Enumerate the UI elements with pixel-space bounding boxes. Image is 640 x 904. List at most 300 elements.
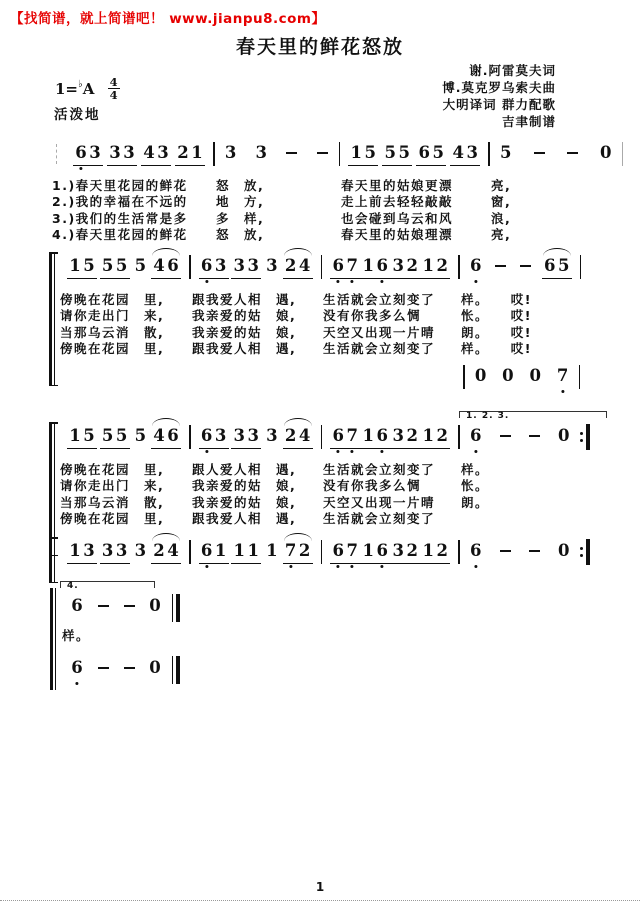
note-group bbox=[492, 256, 508, 278]
note-group bbox=[390, 541, 420, 564]
note: 3 bbox=[123, 143, 135, 162]
note: 5 bbox=[115, 256, 128, 275]
measure bbox=[323, 541, 457, 564]
note-group bbox=[151, 426, 181, 449]
lyric-segment: 窗, bbox=[491, 194, 512, 210]
barline bbox=[488, 142, 490, 166]
lyric-segment: 怅。 哎! bbox=[461, 308, 532, 324]
time-signature bbox=[108, 77, 120, 100]
lyric-segment: 4.)春天里花园的鲜花 bbox=[52, 227, 188, 243]
measure bbox=[62, 658, 170, 680]
lyric-segment: 生活就会立刻变了 bbox=[323, 341, 436, 357]
repeat-dot bbox=[580, 439, 583, 442]
page-number: 1 bbox=[315, 880, 325, 894]
note-group bbox=[132, 426, 148, 448]
note-group bbox=[360, 256, 390, 279]
note-group bbox=[147, 596, 163, 618]
note-group bbox=[253, 143, 269, 165]
dash-glyph bbox=[286, 152, 297, 154]
note: 1 bbox=[422, 541, 434, 560]
transcriber-credit: 吉聿制谱 bbox=[501, 114, 556, 129]
note-row bbox=[60, 541, 590, 565]
barline bbox=[463, 365, 465, 389]
measure bbox=[60, 426, 188, 449]
measure bbox=[461, 426, 579, 448]
dash-note bbox=[122, 596, 136, 616]
note-group bbox=[330, 256, 360, 279]
note-group bbox=[315, 143, 331, 165]
note: 5 bbox=[364, 143, 376, 162]
note: 6 bbox=[200, 426, 213, 445]
lyric-segment: 跟人爱人相 遇, bbox=[192, 462, 297, 477]
note-group bbox=[95, 596, 111, 618]
dash-glyph bbox=[520, 265, 531, 267]
note: 5 bbox=[384, 143, 396, 162]
measure bbox=[62, 596, 170, 618]
barline-thick bbox=[176, 656, 180, 684]
slur bbox=[284, 418, 312, 426]
note-group bbox=[420, 541, 450, 564]
lyric-segment: 跟我爱人相 遇, bbox=[192, 511, 297, 527]
rest-note: 0 bbox=[529, 366, 541, 385]
note-group bbox=[542, 256, 572, 279]
note: 6 bbox=[470, 426, 482, 445]
volta-label: 4. bbox=[67, 581, 79, 591]
note: 2 bbox=[284, 256, 297, 275]
note-group bbox=[132, 541, 148, 563]
bracket-serif bbox=[49, 385, 58, 387]
measure bbox=[461, 541, 579, 563]
site-watermark: 【找简谱，就上简谱吧！ www.jianpu8.com】 bbox=[10, 11, 326, 27]
note-group bbox=[468, 256, 484, 278]
barline bbox=[189, 255, 191, 279]
note-group bbox=[527, 366, 543, 388]
lyric-segment: 生活就会立刻变了 bbox=[323, 462, 436, 477]
note-group bbox=[121, 596, 137, 618]
volta-bracket bbox=[60, 581, 155, 591]
note: 1 bbox=[233, 541, 245, 560]
measure bbox=[66, 143, 212, 166]
note-group bbox=[555, 366, 571, 388]
note-group bbox=[107, 143, 137, 166]
barline-thick bbox=[586, 539, 590, 565]
note-group bbox=[264, 426, 280, 448]
note: 2 bbox=[177, 143, 189, 162]
lyric-segment: 没有你我多么惆 bbox=[323, 478, 422, 494]
system-bracket-inner bbox=[55, 588, 56, 690]
volta-bracket bbox=[459, 411, 607, 421]
repeat-dot bbox=[580, 432, 583, 435]
dash-note bbox=[96, 596, 110, 616]
note-group bbox=[500, 366, 516, 388]
barline bbox=[321, 540, 323, 564]
note: 7 bbox=[284, 541, 297, 560]
rest-note: 0 bbox=[149, 658, 161, 677]
barline bbox=[579, 365, 581, 389]
note: 2 bbox=[284, 426, 297, 445]
note-group bbox=[390, 256, 420, 279]
repeat-dot bbox=[580, 547, 583, 550]
note: 4 bbox=[167, 541, 179, 560]
final-barline bbox=[172, 594, 180, 622]
dash-glyph bbox=[529, 550, 540, 552]
note-group bbox=[73, 143, 103, 166]
note-group bbox=[223, 143, 239, 165]
system-bracket-inner bbox=[54, 252, 55, 386]
note: 3 bbox=[157, 143, 169, 162]
measure bbox=[341, 143, 487, 166]
note: 3 bbox=[89, 143, 101, 162]
note-group bbox=[420, 426, 450, 449]
note: 5 bbox=[398, 143, 410, 162]
note-group bbox=[231, 426, 261, 449]
dash-note bbox=[532, 143, 546, 163]
lyric-segment: 傍晚在花园 里, bbox=[60, 511, 165, 527]
lyric-segment: 当那乌云消 散, bbox=[60, 494, 165, 510]
note: 4 bbox=[452, 143, 464, 162]
note-group bbox=[175, 143, 205, 166]
note-group bbox=[69, 596, 85, 618]
note-group bbox=[360, 426, 390, 449]
note: 6 bbox=[332, 426, 344, 445]
barline bbox=[213, 142, 215, 166]
dash-note bbox=[285, 143, 299, 163]
system-bracket bbox=[49, 252, 52, 386]
lyric-segment: 春天里的姑娘更漂 bbox=[341, 178, 454, 193]
lyric-segment: 3.)我们的生活常是多 bbox=[52, 210, 188, 226]
measure bbox=[192, 256, 320, 279]
music-system bbox=[52, 143, 624, 243]
note-group bbox=[416, 143, 446, 166]
lyric-segment: 朗。 bbox=[461, 494, 490, 510]
note: 1 bbox=[362, 256, 374, 275]
dash-glyph bbox=[98, 667, 109, 669]
lyric-segment: 也会碰到乌云和风 bbox=[341, 210, 454, 226]
bracket-serif bbox=[49, 537, 58, 539]
note-group bbox=[231, 541, 261, 564]
lyric-segment: 傍晚在花园 里, bbox=[60, 292, 165, 307]
key-prefix: 1= bbox=[55, 80, 79, 98]
barline-thick bbox=[176, 594, 180, 622]
lyric-segment: 怅。 bbox=[461, 478, 490, 494]
note-group bbox=[468, 426, 484, 448]
dash-note bbox=[316, 143, 330, 163]
measure bbox=[461, 256, 579, 279]
bracket-serif bbox=[49, 422, 58, 424]
note-group bbox=[497, 426, 513, 448]
note: 6 bbox=[376, 426, 388, 445]
note: 3 bbox=[466, 143, 478, 162]
note: 3 bbox=[115, 541, 128, 560]
measure bbox=[60, 541, 188, 564]
slur bbox=[152, 533, 180, 541]
rest-note: 0 bbox=[600, 143, 612, 162]
rest-note: 0 bbox=[474, 366, 487, 385]
system-bracket bbox=[50, 588, 53, 690]
dash-note bbox=[96, 658, 110, 678]
barline bbox=[580, 255, 582, 279]
measure bbox=[216, 143, 338, 165]
note: 3 bbox=[233, 426, 245, 445]
dash-glyph bbox=[529, 435, 540, 437]
note: 3 bbox=[255, 143, 267, 162]
slur bbox=[284, 533, 312, 541]
note-group bbox=[95, 658, 111, 680]
note-group bbox=[283, 256, 313, 279]
lyric-segment: 请你走出门 来, bbox=[60, 308, 165, 324]
note-group bbox=[390, 426, 420, 449]
lyric-segment: 傍晚在花园 里, bbox=[60, 341, 165, 357]
tempo-marking: 活泼地 bbox=[54, 107, 101, 123]
lyric-segment: 浪, bbox=[491, 210, 512, 226]
note: 3 bbox=[83, 541, 95, 560]
lyric-segment: 地 方, bbox=[216, 194, 265, 210]
note-row bbox=[62, 658, 180, 684]
lyric-segment: 亮, bbox=[491, 178, 512, 193]
system-bracket bbox=[49, 422, 52, 556]
lyric-segment: 亮, bbox=[491, 227, 512, 243]
note: 5 bbox=[432, 143, 444, 162]
barline-thick bbox=[586, 424, 590, 450]
note: 3 bbox=[266, 426, 278, 445]
music-system bbox=[60, 256, 582, 357]
dash-glyph bbox=[500, 550, 511, 552]
key-tonic: A bbox=[82, 80, 95, 98]
note: 6 bbox=[376, 256, 388, 275]
note-group bbox=[121, 658, 137, 680]
dash-note bbox=[527, 541, 541, 561]
note: 6 bbox=[470, 256, 482, 275]
note: 5 bbox=[83, 426, 95, 445]
rest-note: 0 bbox=[149, 596, 161, 615]
note: 5 bbox=[134, 426, 147, 445]
note: 2 bbox=[298, 541, 311, 560]
measure bbox=[491, 143, 621, 165]
note: 3 bbox=[134, 541, 147, 560]
note: 1 bbox=[214, 541, 227, 560]
note: 1 bbox=[69, 426, 81, 445]
lyric-segment: 天空又出现一片晴 bbox=[323, 324, 436, 340]
barline bbox=[321, 255, 323, 279]
note: 6 bbox=[332, 256, 344, 275]
note: 6 bbox=[376, 541, 388, 560]
dash-glyph bbox=[124, 667, 135, 669]
note: 7 bbox=[556, 366, 569, 385]
note-group bbox=[564, 143, 580, 165]
rest-note: 0 bbox=[558, 426, 570, 445]
note: 2 bbox=[436, 541, 448, 560]
note-group bbox=[473, 366, 489, 388]
dash-note bbox=[498, 541, 512, 561]
translator-credit: 大明译词 群力配歌 bbox=[442, 97, 556, 112]
note: 3 bbox=[392, 426, 404, 445]
note: 5 bbox=[115, 426, 128, 445]
dash-glyph bbox=[495, 265, 506, 267]
lyric-segment: 跟我爱人相 遇, bbox=[192, 341, 297, 357]
measure bbox=[323, 256, 457, 279]
note: 1 bbox=[266, 541, 278, 560]
note-group bbox=[69, 658, 85, 680]
dash-glyph bbox=[124, 605, 135, 607]
note-group bbox=[283, 541, 313, 564]
note-group bbox=[67, 541, 97, 564]
measure bbox=[323, 426, 457, 449]
lyric-segment: 跟我爱人相 遇, bbox=[192, 292, 297, 307]
note: 3 bbox=[233, 256, 245, 275]
note: 6 bbox=[544, 256, 556, 275]
note-group bbox=[264, 256, 280, 278]
volta-label: 1. 2. 3. bbox=[466, 411, 510, 421]
bracket-serif bbox=[49, 252, 58, 254]
note: 2 bbox=[153, 541, 165, 560]
dash-glyph bbox=[500, 435, 511, 437]
note: 7 bbox=[346, 541, 358, 560]
note: 5 bbox=[101, 256, 114, 275]
slur bbox=[152, 248, 180, 256]
note: 6 bbox=[71, 658, 83, 677]
music-system bbox=[62, 581, 180, 643]
lyric-segment: 我亲爱的姑 娘, bbox=[192, 478, 297, 494]
note: 4 bbox=[153, 426, 165, 445]
barline bbox=[321, 425, 323, 449]
note-group bbox=[531, 143, 547, 165]
dash-glyph bbox=[98, 605, 109, 607]
music-system bbox=[462, 366, 581, 389]
lyric-segment: 多 样, bbox=[216, 210, 265, 226]
note-group bbox=[330, 541, 360, 564]
note: 3 bbox=[392, 541, 404, 560]
note-group bbox=[497, 541, 513, 563]
barline bbox=[458, 540, 460, 564]
barline bbox=[458, 425, 460, 449]
slur bbox=[152, 418, 180, 426]
note-group bbox=[556, 426, 572, 448]
repeat-dots bbox=[580, 432, 583, 442]
meter-denominator: 4 bbox=[109, 88, 118, 102]
note-row bbox=[462, 366, 581, 389]
note: 6 bbox=[418, 143, 430, 162]
note: 4 bbox=[298, 256, 311, 275]
note-group bbox=[360, 541, 390, 564]
note-group bbox=[598, 143, 614, 165]
lyric-segment: 1.)春天里花园的鲜花 bbox=[52, 178, 188, 193]
key-signature bbox=[55, 77, 120, 100]
note: 2 bbox=[436, 426, 448, 445]
note-group bbox=[348, 143, 378, 166]
note-group bbox=[382, 143, 412, 166]
dash-note bbox=[122, 658, 136, 678]
note-group bbox=[199, 426, 229, 449]
lyric-segment: 样。 哎! bbox=[461, 292, 532, 307]
repeat-barline bbox=[580, 424, 590, 450]
note: 6 bbox=[470, 541, 482, 560]
composer-credit: 博.莫克罗乌索夫曲 bbox=[442, 80, 556, 95]
lyric-segment: 2.)我的幸福在不远的 bbox=[52, 194, 188, 210]
note-group bbox=[556, 541, 572, 563]
note: 1 bbox=[350, 143, 362, 162]
note-group bbox=[330, 426, 360, 449]
music-system bbox=[62, 658, 180, 684]
measure bbox=[466, 366, 578, 388]
note-group bbox=[141, 143, 171, 166]
dash-note bbox=[518, 256, 532, 276]
barline bbox=[458, 255, 460, 279]
note: 3 bbox=[101, 541, 114, 560]
note: 6 bbox=[167, 426, 179, 445]
slur bbox=[543, 248, 571, 256]
note: 6 bbox=[167, 256, 179, 275]
repeat-dot bbox=[580, 554, 583, 557]
note-group bbox=[498, 143, 514, 165]
music-system bbox=[60, 541, 590, 565]
note-group bbox=[151, 541, 181, 564]
note: 2 bbox=[406, 256, 418, 275]
barline bbox=[339, 142, 341, 166]
note: 1 bbox=[191, 143, 203, 162]
lyric-segment: 怒 放, bbox=[216, 227, 265, 243]
credits-block bbox=[442, 62, 556, 130]
note-group bbox=[526, 541, 542, 563]
note-group bbox=[199, 541, 229, 564]
note: 1 bbox=[422, 256, 434, 275]
note: 3 bbox=[214, 256, 227, 275]
note: 2 bbox=[436, 256, 448, 275]
lyric-segment: 怒 放, bbox=[216, 178, 265, 193]
meter-numerator: 4 bbox=[109, 75, 118, 89]
note-group bbox=[283, 426, 313, 449]
lyric-segment: 生活就会立刻变了 bbox=[323, 511, 436, 527]
slur bbox=[284, 248, 312, 256]
final-barline bbox=[172, 656, 180, 684]
dash-glyph bbox=[534, 152, 545, 154]
note: 1 bbox=[422, 426, 434, 445]
note-row bbox=[66, 143, 624, 166]
note-group bbox=[100, 541, 130, 564]
page-bottom-rule bbox=[0, 900, 640, 901]
barline bbox=[189, 540, 191, 564]
note: 5 bbox=[134, 256, 147, 275]
note: 6 bbox=[200, 256, 213, 275]
barline bbox=[189, 425, 191, 449]
note: 6 bbox=[71, 596, 83, 615]
note: 2 bbox=[406, 426, 418, 445]
note-row bbox=[60, 426, 590, 450]
system-bracket bbox=[49, 537, 52, 583]
lyric-segment: 走上前去轻轻敲敲 bbox=[341, 194, 454, 210]
note: 3 bbox=[247, 426, 259, 445]
note: 3 bbox=[392, 256, 404, 275]
note: 3 bbox=[266, 256, 278, 275]
barline-thin bbox=[172, 656, 173, 684]
note: 4 bbox=[153, 256, 165, 275]
barline-thin bbox=[172, 594, 173, 622]
song-title: 春天里的鲜花怒放 bbox=[235, 36, 404, 58]
note-group bbox=[264, 541, 280, 563]
lyric-segment: 我亲爱的姑 娘, bbox=[192, 324, 297, 340]
note-row bbox=[60, 256, 582, 279]
note: 1 bbox=[69, 541, 81, 560]
note: 5 bbox=[83, 256, 95, 275]
note-group bbox=[100, 256, 130, 279]
lyric-segment: 没有你我多么惆 bbox=[323, 308, 422, 324]
lyric-segment: 请你走出门 来, bbox=[60, 478, 165, 494]
dash-glyph bbox=[567, 152, 578, 154]
note: 3 bbox=[214, 426, 227, 445]
note-group bbox=[67, 256, 97, 279]
lyric-segment: 当那乌云消 散, bbox=[60, 324, 165, 340]
rest-note: 0 bbox=[558, 541, 570, 560]
lyric-segment: 傍晚在花园 里, bbox=[60, 462, 165, 477]
